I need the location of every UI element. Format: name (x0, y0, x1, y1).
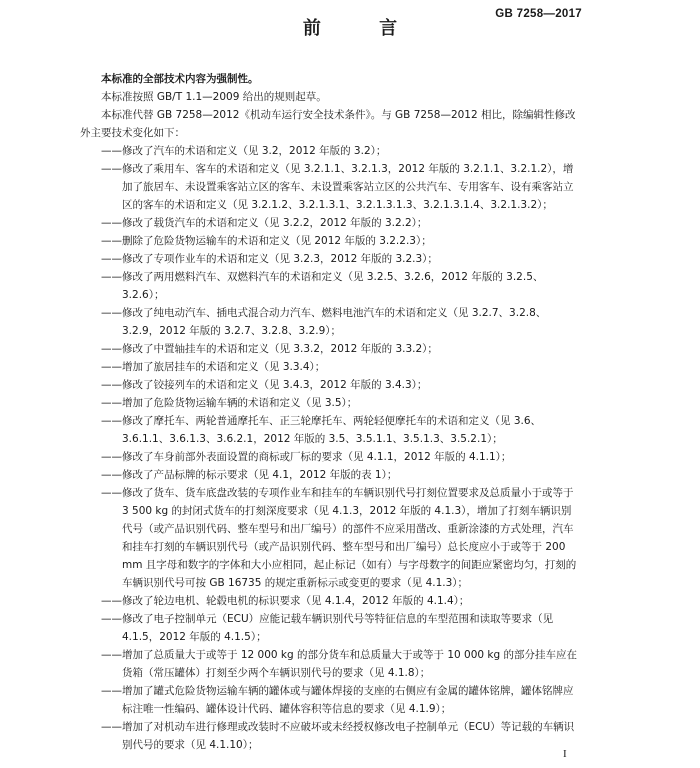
change-item: ——修改了中置轴挂车的术语和定义（见 3.3.2，2012 年版的 3.3.2）； (101, 343, 438, 355)
document-body (80, 70, 580, 754)
change-item: ——修改了汽车的术语和定义（见 3.2，2012 年版的 3.2）； (101, 145, 387, 157)
change-item: ——修改了货车、货车底盘改装的专项作业车和挂车的车辆识别代号打刻位置要求及总质量小于或等于 3 500 kg 的封闭式货车的打刻深度要求（见 4.1.3，2012 年版的 4.1.3），增加了打刻车辆识别代号（或产品识别代码、整车型号和出厂编号）的部件不应采用凿改、重新涂漆的方式处理，汽车和挂车打刻的车辆识别代号（或产品识别代码、整车型号和出厂编号）总长度应小于或等于 200 mm 且字母和数字的字体和大小应相同，起止标记（如有）与字母数字的间距应紧密均匀，打刻的车辆识别代号可按 GB 16735 的规定重新标示或变更的要求（见 4.1.3）； (101, 487, 577, 589)
change-item: ——修改了专项作业车的术语和定义（见 3.2.3，2012 年版的 3.2.3）； (101, 253, 438, 265)
change-item: ——增加了罐式危险货物运输车辆的罐体或与罐体焊接的支座的右侧应有金属的罐体铭牌，罐体铭牌应标注唯一性编码、罐体设计代码、罐体容积等信息的要求（见 4.1.9）； (101, 685, 574, 715)
change-item: ——增加了总质量大于或等于 12 000 kg 的部分货车和总质量大于或等于 10 000 kg 的部分挂车应在货箱（常压罐体）打刻至少两个车辆识别代号的要求（见 4.1.8）； (101, 649, 577, 679)
page-title: 前 言 (302, 18, 424, 39)
change-item: ——修改了车身前部外表面设置的商标或厂标的要求（见 4.1.1，2012 年版的 4.1.1）； (101, 451, 512, 463)
change-item: ——修改了轮边电机、轮毂电机的标识要求（见 4.1.4，2012 年版的 4.1.4）； (101, 595, 470, 607)
intro-paragraph: 本标准的全部技术内容为强制性。 (101, 73, 259, 85)
change-item: ——删除了危险货物运输车的术语和定义（见 2012 年版的 3.2.2.3）； (101, 235, 432, 247)
change-item: ——修改了两用燃料汽车、双燃料汽车的术语和定义（见 3.2.5、3.2.6，2012 年版的 3.2.5、3.2.6）； (101, 271, 544, 301)
change-item: ——修改了摩托车、两轮普通摩托车、正三轮摩托车、两轮轻便摩托车的术语和定义（见 3.6、3.6.1.1、3.6.1.3、3.6.2.1，2012 年版的 3.5、3.5.1.1、3.5.1.3、3.5.2.1）； (101, 415, 542, 445)
change-item: ——修改了乘用车、客车的术语和定义（见 3.2.1.1、3.2.1.3，2012 年版的 3.2.1.1、3.2.1.2），增加了旅居车、未设置乘客站立区的客车、未设置乘客站立区的公共汽车、专用客车、设有乘客站立区的客车的术语和定义（见 3.2.1.2、3.2.1.3.1、3.2.1.3.1.3、3.2.1.3.1.4、3.2.1.3.2）； (101, 163, 574, 211)
change-item: ——修改了产品标牌的标示要求（见 4.1，2012 年版的表 1）； (101, 469, 398, 481)
change-item: ——增加了旅居挂车的术语和定义（见 3.3.4）； (101, 361, 326, 373)
changes-list (80, 142, 580, 754)
change-item: ——修改了纯电动汽车、插电式混合动力汽车、燃料电池汽车的术语和定义（见 3.2.7、3.2.8、3.2.9，2012 年版的 3.2.7、3.2.8、3.2.9）； (101, 307, 547, 337)
change-item: ——增加了危险货物运输车辆的术语和定义（见 3.5）； (101, 397, 358, 409)
change-item: ——修改了载货汽车的术语和定义（见 3.2.2，2012 年版的 3.2.2）； (101, 217, 428, 229)
page-number: I (563, 748, 567, 760)
change-item: ——增加了对机动车进行修理或改装时不应破坏或未经授权修改电子控制单元（ECU）等记载的车辆识别代号的要求（见 4.1.10）； (101, 721, 575, 751)
change-item: ——修改了电子控制单元（ECU）应能记载车辆识别代号等特征信息的车型范围和读取等要求（见 4.1.5，2012 年版的 4.1.5）； (101, 613, 554, 643)
intro-paragraph: 本标准按照 GB/T 1.1—2009 给出的规则起草。 (101, 91, 327, 103)
intro-paragraph: 本标准代替 GB 7258—2012《机动车运行安全技术条件》。与 GB 7258—2012 相比，除编辑性修改外主要技术变化如下： (80, 109, 576, 139)
standard-code: GB 7258—2017 (495, 8, 582, 20)
change-item: ——修改了铰接列车的术语和定义（见 3.4.3，2012 年版的 3.4.3）； (101, 379, 428, 391)
